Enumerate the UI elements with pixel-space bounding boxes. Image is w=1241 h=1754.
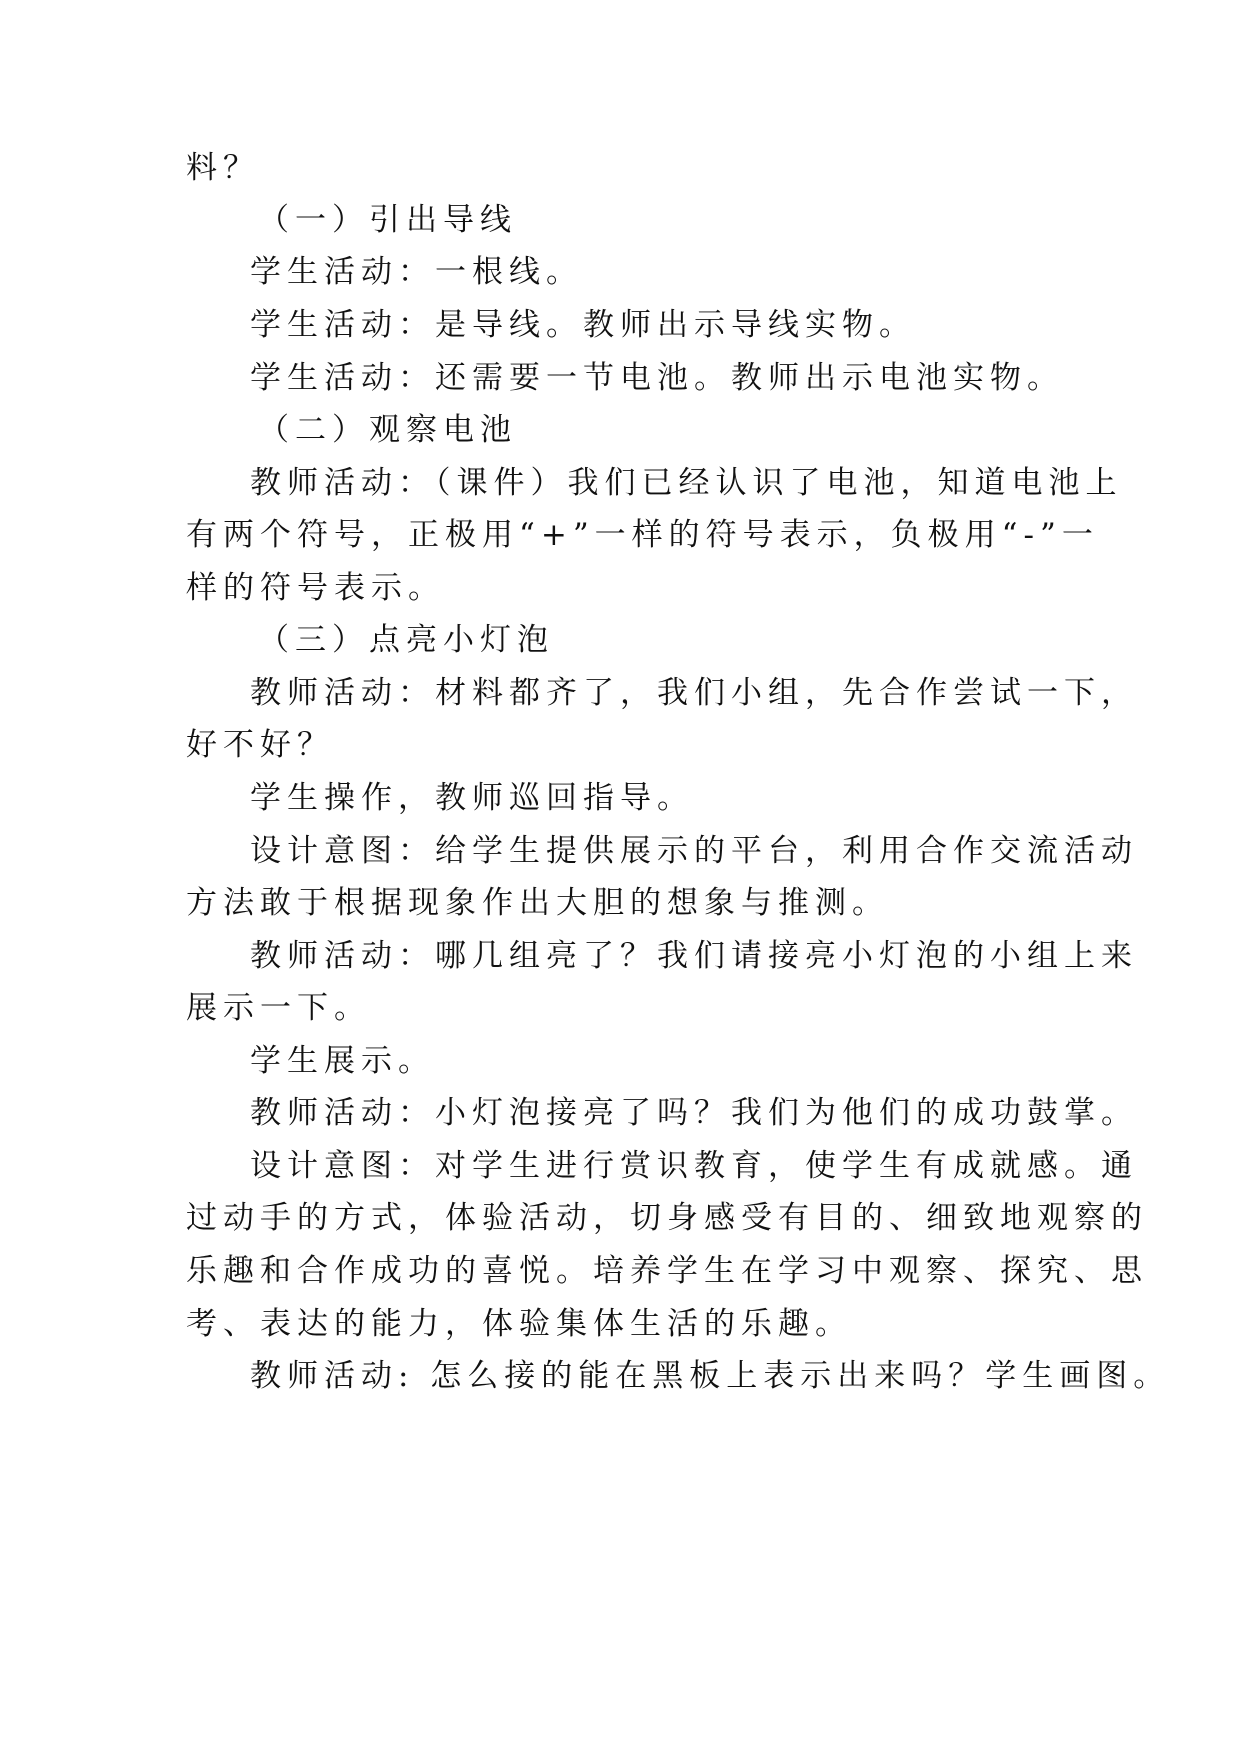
section-heading: （一）引出导线 xyxy=(258,202,517,238)
text-line: 学生操作，教师巡回指导。 xyxy=(250,780,694,816)
text-line: 学生活动：还需要一节电池。教师出示电池实物。 xyxy=(250,360,1064,396)
text-line: 教师活动：（课件）我们已经认识了电池，知道电池上 xyxy=(250,465,1123,501)
text-line: 有两个符号，正极用“+”一样的符号表示，负极用“-”一 xyxy=(186,517,1099,553)
text-line: 教师活动：哪几组亮了？我们请接亮小灯泡的小组上来 xyxy=(250,938,1138,974)
text-line: 乐趣和合作成功的喜悦。培养学生在学习中观察、探究、思 xyxy=(186,1253,1148,1289)
text-line: 教师活动：材料都齐了，我们小组，先合作尝试一下， xyxy=(250,675,1138,711)
text-line: 好不好？ xyxy=(186,727,334,763)
section-heading: （三）点亮小灯泡 xyxy=(258,622,554,658)
text-line: 设计意图：对学生进行赏识教育，使学生有成就感。通 xyxy=(250,1148,1138,1184)
text-line: 过动手的方式，体验活动，切身感受有目的、细致地观察的 xyxy=(186,1200,1148,1236)
text-line: 方法敢于根据现象作出大胆的想象与推测。 xyxy=(186,885,889,921)
text-line: 教师活动：小灯泡接亮了吗？我们为他们的成功鼓掌。 xyxy=(250,1095,1138,1131)
section-heading: （二）观察电池 xyxy=(258,412,517,448)
text-line: 学生活动：一根线。 xyxy=(250,254,583,290)
text-line: 料？ xyxy=(186,150,260,186)
text-line: 展示一下。 xyxy=(186,990,371,1026)
text-line: 教师活动: 怎么接的能在黑板上表示出来吗？学生画图。 xyxy=(250,1358,1171,1394)
text-line: 设计意图：给学生提供展示的平台，利用合作交流活动 xyxy=(250,833,1138,869)
text-line: 样的符号表示。 xyxy=(186,570,445,606)
text-line: 学生展示。 xyxy=(250,1043,435,1079)
text-line: 考、表达的能力，体验集体生活的乐趣。 xyxy=(186,1306,852,1342)
text-line: 学生活动：是导线。教师出示导线实物。 xyxy=(250,307,916,343)
